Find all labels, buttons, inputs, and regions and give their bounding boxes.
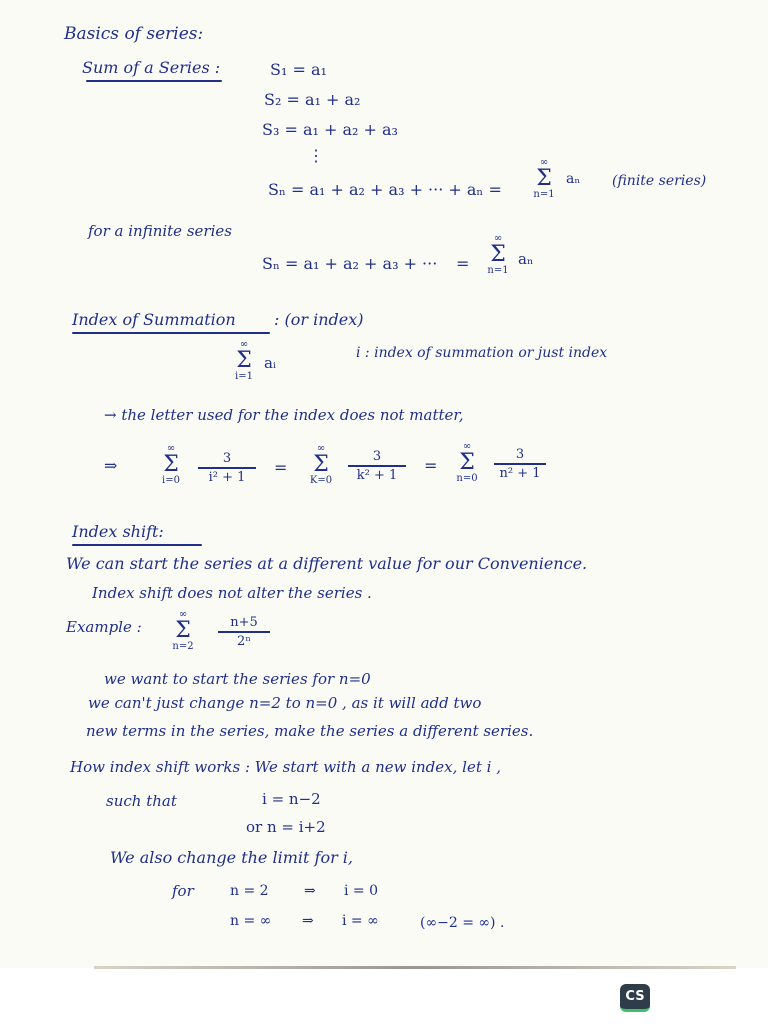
sum-n-lower: n=0	[456, 473, 478, 484]
infinite-sigma-lower: n=1	[487, 265, 509, 276]
infinite-series-label: for a infinite series	[88, 222, 232, 240]
example-numerator: n+5	[230, 615, 258, 630]
index-of-summation-heading: Index of Summation	[72, 310, 236, 329]
index-sigma	[232, 340, 256, 382]
s1-equation: S₁ = a₁	[270, 60, 327, 79]
infinite-sigma-term: aₙ	[518, 250, 534, 268]
infinite-sigma	[486, 234, 510, 276]
limit-2-note: (∞−2 = ∞) .	[420, 915, 505, 931]
limit-2-left: n = ∞	[230, 913, 272, 929]
sum-of-series-label: Sum of a Series :	[82, 58, 221, 77]
sum-k-lower: K=0	[309, 475, 333, 486]
shift-line-4: we can't just change n=2 to n=0 , as it will add two	[88, 694, 482, 712]
implies-arrow: ⇒	[104, 456, 118, 475]
limit-2-right: i = ∞	[342, 913, 379, 929]
sum-i-upper: ∞	[166, 443, 176, 454]
fraction-k-denominator: k² + 1	[356, 467, 398, 483]
page-title: Basics of series:	[64, 24, 204, 44]
s3-equation: S₃ = a₁ + a₂ + a₃	[262, 120, 398, 139]
index-shift-heading: Index shift:	[72, 522, 164, 541]
index-heading-suffix: : (or index)	[274, 310, 364, 329]
index-sigma-lower: i=1	[235, 371, 253, 382]
fraction-i-numerator: 3	[222, 451, 232, 466]
camscanner-badge: CS	[620, 984, 650, 1012]
sigma-symbol: Σ	[175, 618, 191, 643]
sum-k-sigma	[308, 444, 334, 486]
page-edge-shadow	[94, 966, 736, 969]
shift-line-3: we want to start the series for n=0	[104, 670, 371, 688]
sn-sigma-lower: n=1	[533, 189, 555, 200]
sum-i-sigma	[158, 444, 184, 486]
vertical-dots: ⋮	[308, 146, 324, 165]
sn-sigma	[532, 158, 556, 200]
fraction-bar	[198, 467, 256, 469]
sum-i-lower: i=0	[162, 475, 180, 486]
equals-1: =	[274, 458, 288, 477]
sigma-symbol: Σ	[459, 450, 475, 475]
index-sigma-upper: ∞	[239, 339, 249, 350]
limit-1-arrow: ⇒	[304, 883, 316, 899]
sum-n-upper: ∞	[462, 441, 472, 452]
fraction-k	[348, 450, 406, 482]
sn-sigma-upper: ∞	[539, 157, 549, 168]
infinite-sigma-upper: ∞	[493, 233, 503, 244]
fraction-i-denominator: i² + 1	[208, 469, 246, 485]
fraction-n-denominator: n² + 1	[499, 465, 541, 481]
index-shift-underline	[72, 544, 202, 546]
sum-label-underline	[86, 80, 222, 82]
shift-line-1: We can start the series at a different value for our Convenience.	[66, 554, 588, 573]
sum-k-upper: ∞	[316, 443, 326, 454]
fraction-n-numerator: 3	[515, 447, 525, 462]
shift-line-2: Index shift does not alter the series .	[92, 584, 372, 602]
shift-line-6: How index shift works : We start with a new index, let i ,	[70, 758, 501, 776]
sigma-symbol: Σ	[236, 348, 252, 373]
shift-line-5: new terms in the series, make the series a different series.	[86, 722, 534, 740]
example-label: Example :	[66, 618, 142, 636]
shift-line-7: We also change the limit for i,	[110, 848, 354, 867]
sum-n-sigma	[454, 442, 480, 484]
index-heading-underline	[72, 332, 270, 334]
sn-equation: Sₙ = a₁ + a₂ + a₃ + ··· + aₙ =	[268, 180, 502, 199]
fraction-i	[198, 452, 256, 484]
example-sigma	[170, 610, 196, 652]
fraction-bar	[348, 465, 406, 467]
sigma-symbol: Σ	[313, 452, 329, 477]
fraction-n	[494, 448, 546, 480]
sigma-symbol: Σ	[490, 242, 506, 267]
relation-i-equals: i = n−2	[262, 790, 321, 808]
relation-n-equals: or n = i+2	[246, 818, 326, 836]
fraction-bar	[494, 463, 546, 465]
index-description: i : index of summation or just index	[356, 345, 608, 361]
example-fraction	[218, 616, 270, 648]
infinite-series-expr: Sₙ = a₁ + a₂ + a₃ + ···	[262, 254, 438, 273]
sigma-symbol: Σ	[536, 166, 552, 191]
finite-series-note: (finite series)	[612, 173, 707, 189]
for-label: for	[172, 882, 194, 900]
limit-2-arrow: ⇒	[302, 913, 314, 929]
index-letter-note: → the letter used for the index does not matter,	[104, 406, 464, 424]
limit-1-right: i = 0	[344, 883, 379, 899]
equals-2: =	[424, 456, 438, 475]
limit-1-left: n = 2	[230, 883, 269, 899]
such-that-label: such that	[106, 792, 177, 810]
sn-sigma-term: aₙ	[566, 171, 581, 187]
example-sigma-upper: ∞	[178, 609, 188, 620]
infinite-equals: =	[456, 254, 470, 273]
sigma-symbol: Σ	[163, 452, 179, 477]
fraction-k-numerator: 3	[372, 449, 382, 464]
example-denominator: 2ⁿ	[237, 633, 251, 649]
fraction-bar	[218, 631, 270, 633]
index-sigma-term: aᵢ	[264, 354, 276, 372]
example-sigma-lower: n=2	[172, 641, 194, 652]
s2-equation: S₂ = a₁ + a₂	[264, 90, 361, 109]
